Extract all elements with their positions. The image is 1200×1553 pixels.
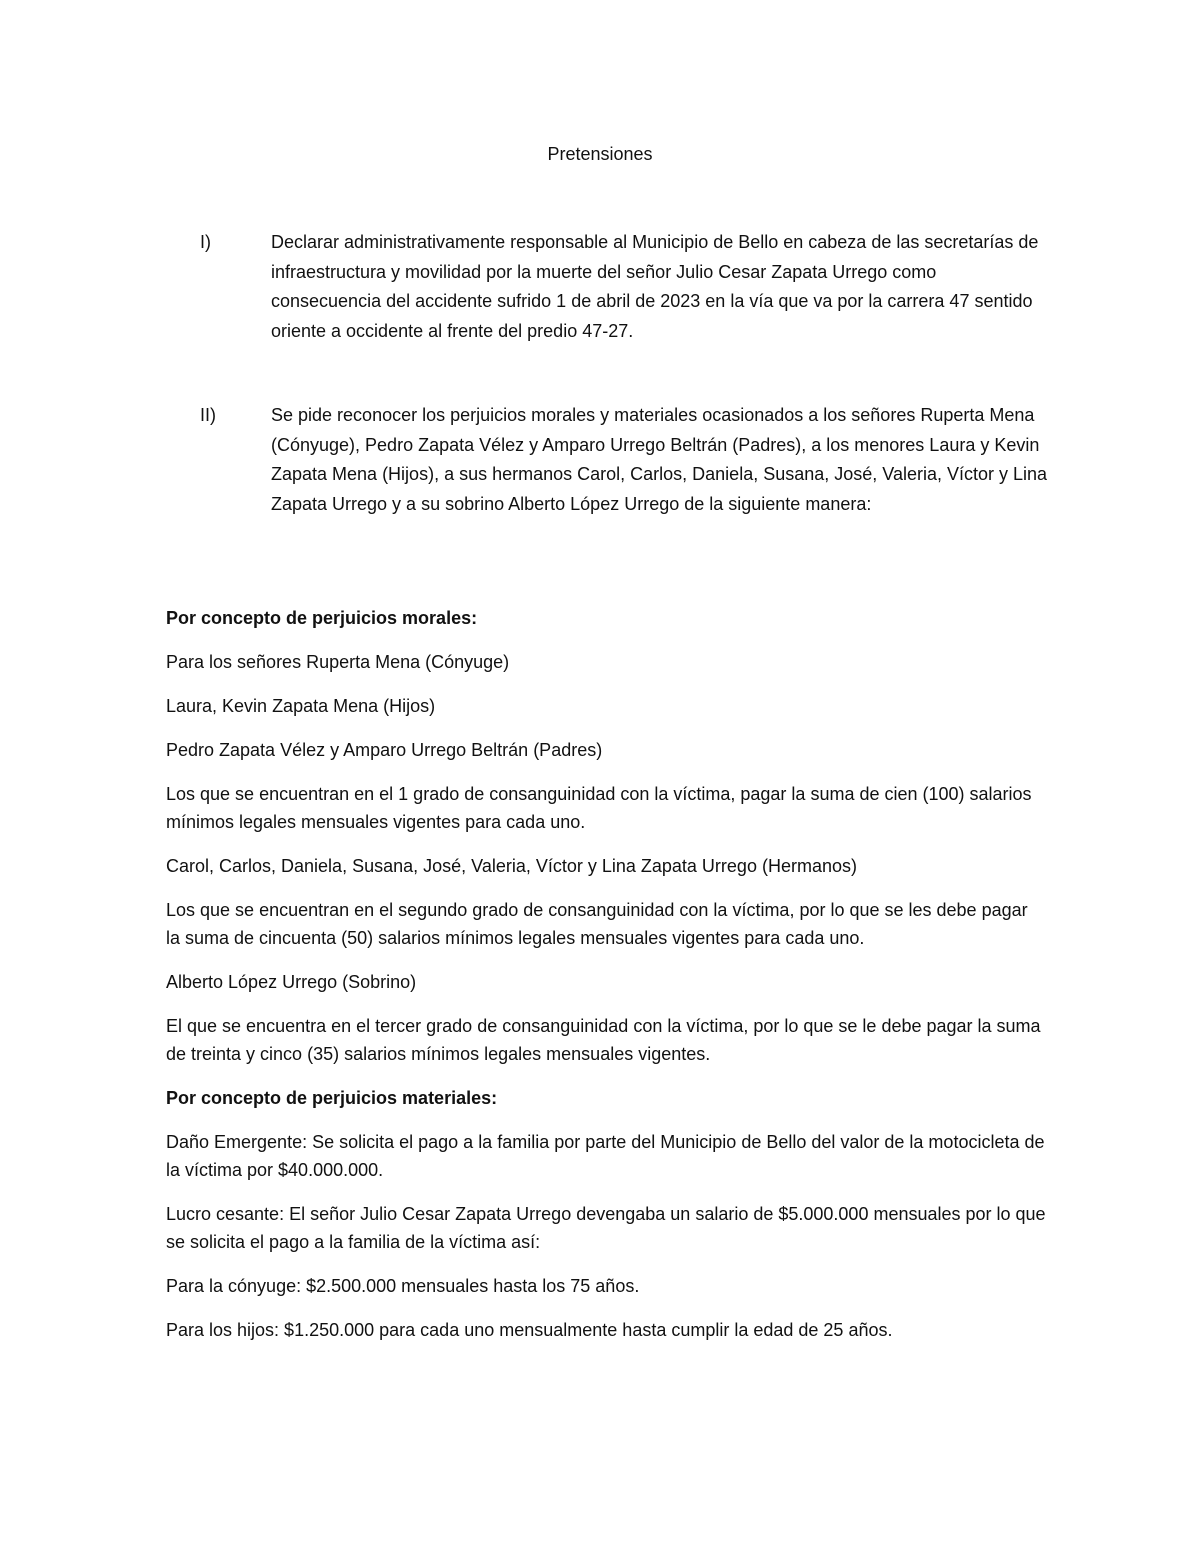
paragraph: Carol, Carlos, Daniela, Susana, José, Valeria, Víctor y Lina Zapata Urrego (Hermanos) xyxy=(166,856,857,876)
paragraph: Para la cónyuge: $2.500.000 mensuales hasta los 75 años. xyxy=(166,1276,640,1296)
claim-item-1 xyxy=(200,228,1050,346)
paragraph: Lucro cesante: El señor Julio Cesar Zapata Urrego devengaba un salario de $5.000.000 mensuales por lo que se solicita el pago a la familia de la víctima así: xyxy=(166,1204,1046,1252)
paragraph: Daño Emergente: Se solicita el pago a la familia por parte del Municipio de Bello del valor de la motocicleta de la víctima por $40.000.000. xyxy=(166,1132,1045,1180)
moral-damages-section xyxy=(166,604,1046,1360)
paragraph: Para los hijos: $1.250.000 para cada uno mensualmente hasta cumplir la edad de 25 años. xyxy=(166,1320,893,1340)
paragraph: Laura, Kevin Zapata Mena (Hijos) xyxy=(166,696,436,716)
paragraph: Los que se encuentran en el segundo grado de consanguinidad con la víctima, por lo que se les debe pagar la suma de cincuenta (50) salarios mínimos legales mensuales vigentes para cada uno. xyxy=(166,900,1028,948)
paragraph: Alberto López Urrego (Sobrino) xyxy=(166,972,417,992)
paragraph: Para los señores Ruperta Mena (Cónyuge) xyxy=(166,652,510,672)
paragraph: El que se encuentra en el tercer grado de consanguinidad con la víctima, por lo que se le debe pagar la suma de treinta y cinco (35) salarios mínimos legales mensuales vigentes. xyxy=(166,1016,1041,1064)
paragraph: Pedro Zapata Vélez y Amparo Urrego Beltrán (Padres) xyxy=(166,740,603,760)
claim-text: Se pide reconocer los perjuicios morales y materiales ocasionados a los señores Ruperta Mena (Cónyuge), Pedro Zapata Vélez y Amparo Urrego Beltrán (Padres), a los menores Laura y Kevin Zapata Mena (Hijos), a sus hermanos Carol, Carlos, Daniela, Susana, José, Valeria, Víctor y Lina Zapata Urrego y a su sobrino Alberto López Urrego de la siguiente manera: xyxy=(271,405,1048,514)
material-damages-heading: Por concepto de perjuicios materiales: xyxy=(166,1088,498,1108)
claim-item-2 xyxy=(200,401,1050,519)
claim-text: Declarar administrativamente responsable al Municipio de Bello en cabeza de las secretarías de infraestructura y movilidad por la muerte del señor Julio Cesar Zapata Urrego como consecuencia del accidente sufrido 1 de abril de 2023 en la vía que va por la carrera 47 sentido oriente a occidente al frente del predio 47-27. xyxy=(271,232,1039,341)
document-title: Pretensiones xyxy=(547,144,653,164)
claim-number: I) xyxy=(200,232,211,252)
paragraph: Los que se encuentran en el 1 grado de consanguinidad con la víctima, pagar la suma de cien (100) salarios mínimos legales mensuales vigentes para cada uno. xyxy=(166,784,1032,832)
moral-damages-heading: Por concepto de perjuicios morales: xyxy=(166,608,478,628)
claim-number: II) xyxy=(200,405,216,425)
